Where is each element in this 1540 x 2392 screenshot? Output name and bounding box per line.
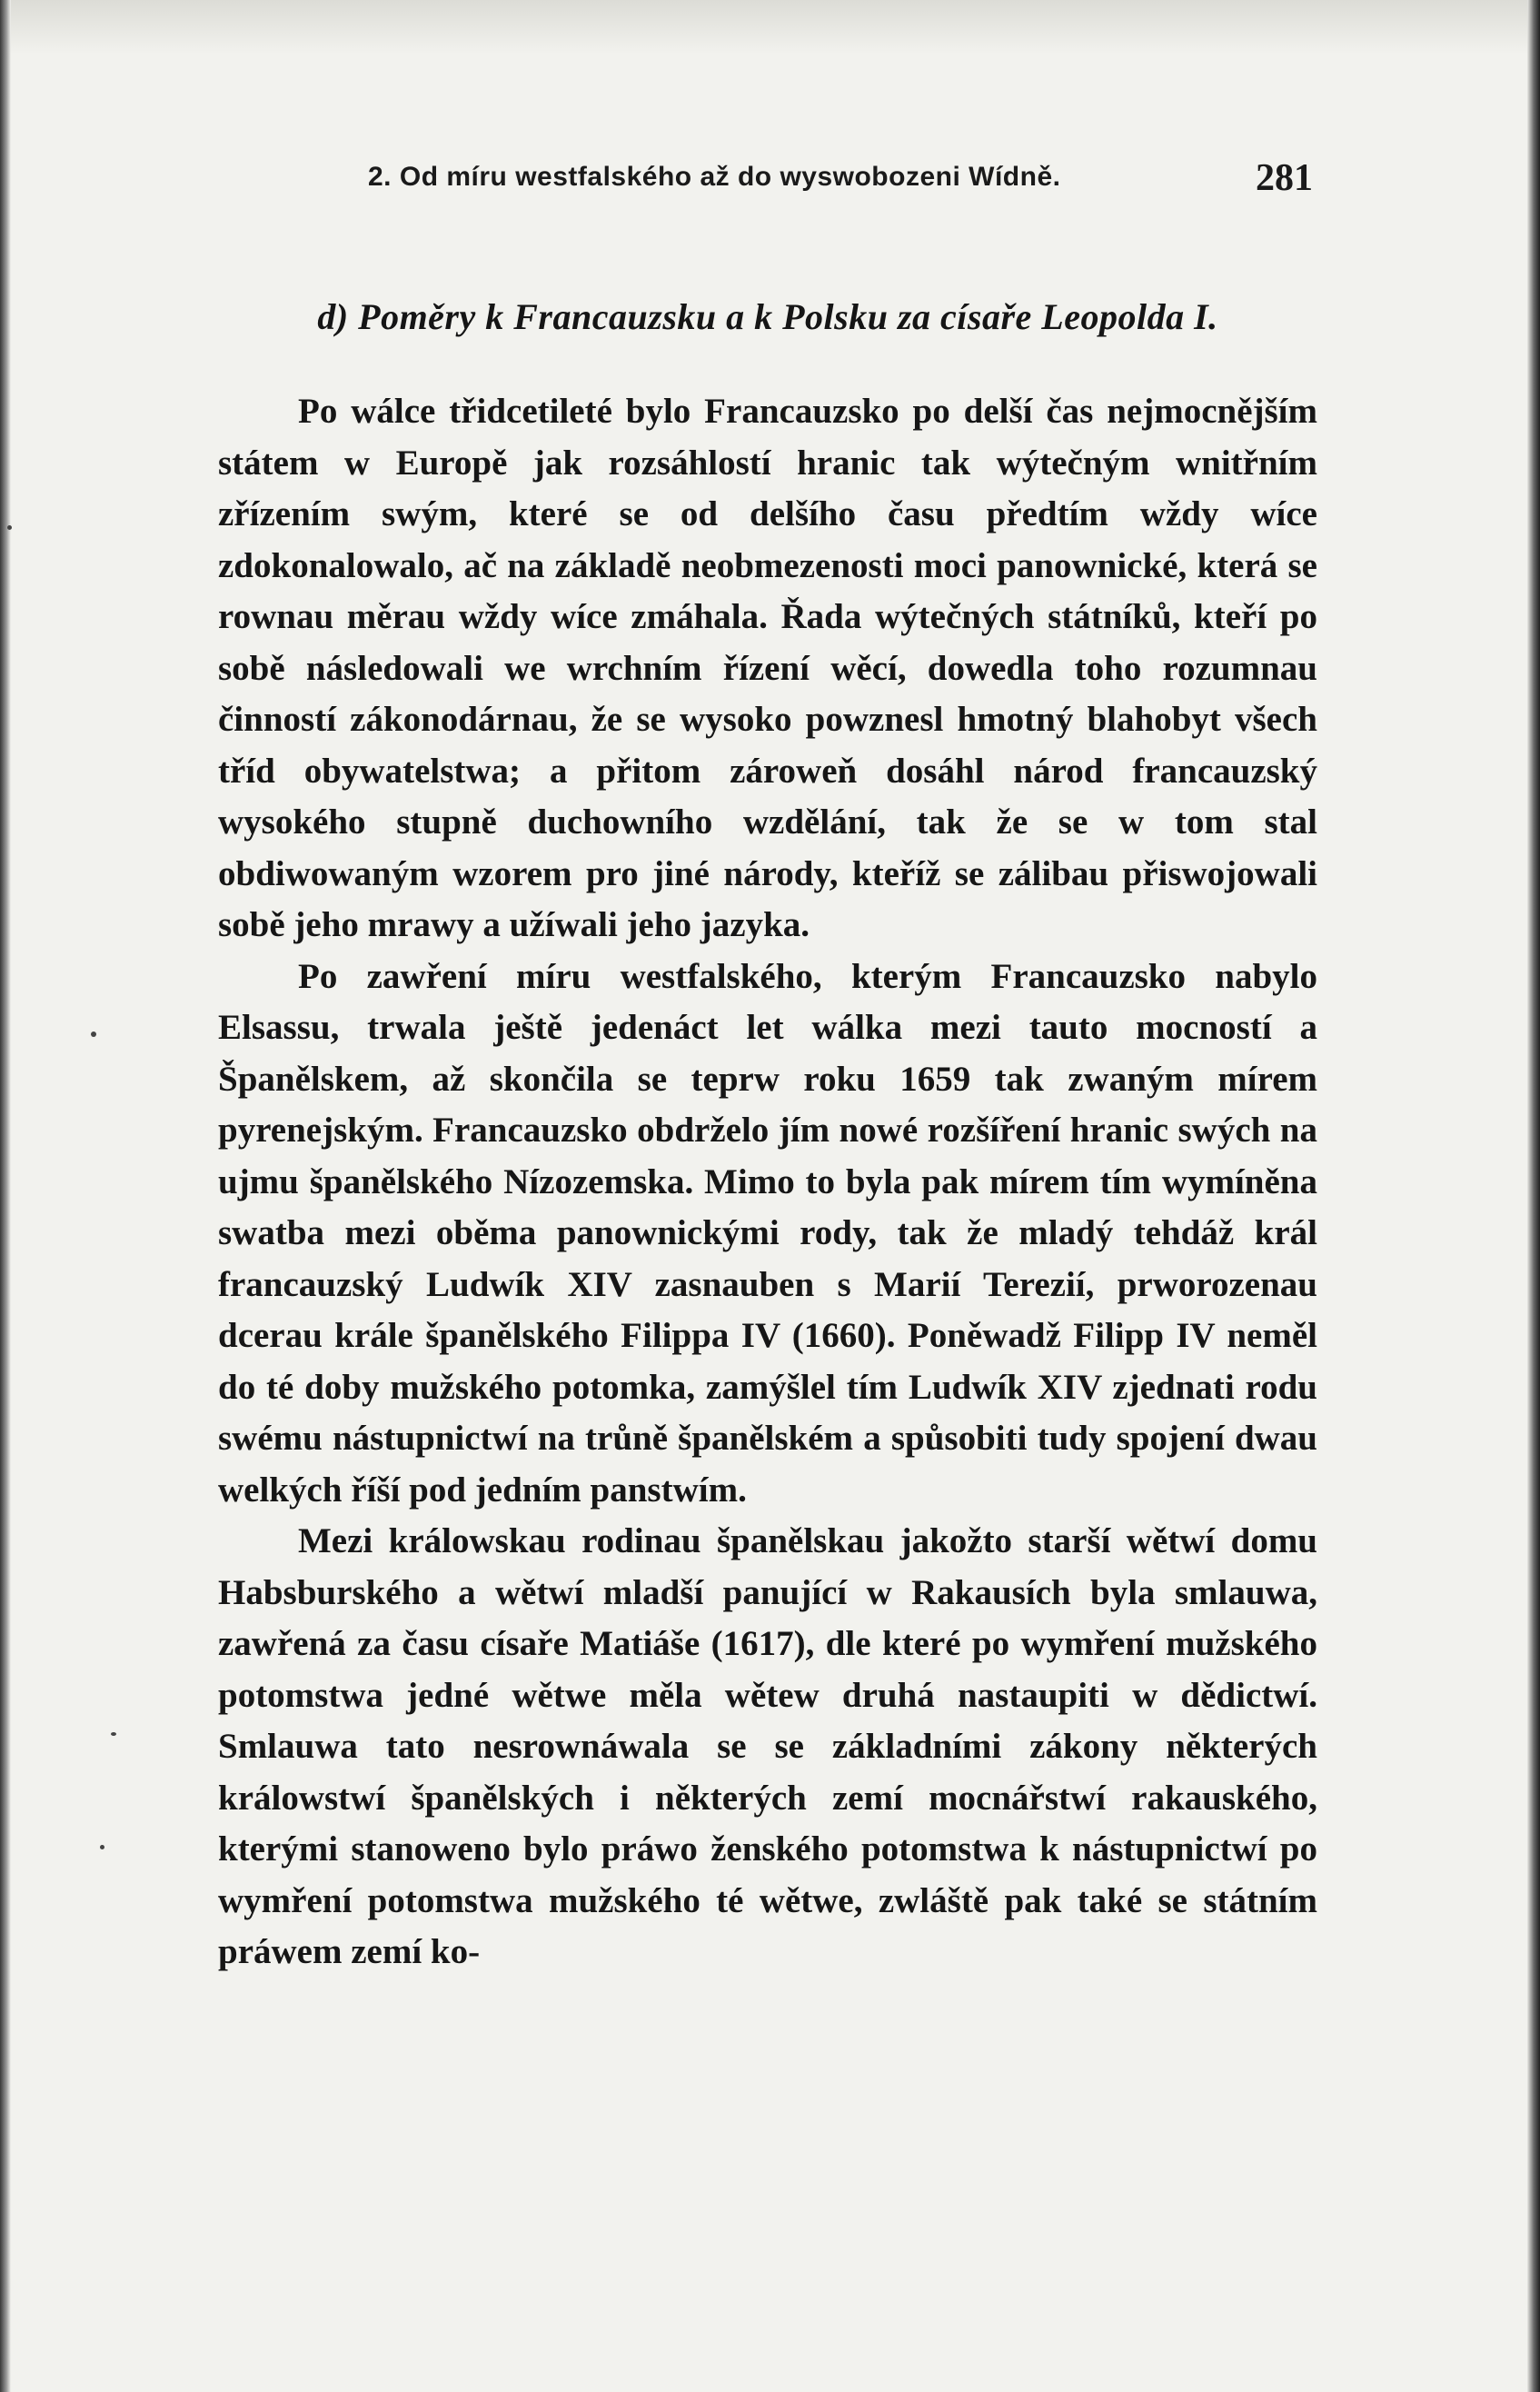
- scan-left-edge: [0, 0, 11, 2392]
- paragraph: Po zawření míru westfalského, kterým Francauzsko nabylo Elsassu, trwala ještě jedenáct let wálka mezi tauto mocností a Španělskem, až skončila se teprw roku 1659 tak zwaným mírem pyrenejským. Francauzsko obdrželo jím nowé rozšíření hranic swých na ujmu španělského Nízozemska. Mimo to byla pak mírem tím wymíněna swatba mezi oběma panownickými rody, tak že mladý tehdáž král francauzský Ludwík XIV zasnauben s Marií Terezií, prworozenau dcerau krále španělského Filippa IV (1660). Poněwadž Filipp IV neměl do té doby mužského potomka, zamýšlel tím Ludwík XIV zjednati rodu swému nástupnictwí na trůně španělském a spůsobiti tudy spojení dwau welkých říší pod jedním panstwím.: [218, 956, 1317, 1510]
- scan-speck: [91, 1032, 96, 1037]
- paragraph: Po wálce třidcetileté bylo Francauzsko po delší čas nejmocnějším státem w Europě jak rozsáhlostí hranic tak wýtečným wnitřním zřízením swým, které se od delšího času předtím wždy wíce zdokonalowalo, ač na základě neobmezenosti moci panownické, která se rownau měrau wždy wíce zmáhala. Řada wýtečných státníků, kteří po sobě následowali we wrchním řízení wěcí, dowedla toho rozumnau činností zákonodárnau, že se wysoko powznesl hmotný blahobyt všech tříd obywatelstwa; a přitom zároweň dosáhl národ francauzský wysokého stupně duchowního wzdělání, tak že se w tom stal obdiwowaným wzorem pro jiné národy, kteříž se zálibau přiswojowali sobě jeho mrawy a užíwali jeho jazyka.: [218, 392, 1317, 944]
- scan-speck: [7, 525, 12, 530]
- scan-right-edge: [1527, 0, 1540, 2392]
- scan-top-shade: [0, 0, 1540, 55]
- scan-speck: [100, 1845, 104, 1849]
- paragraph: Mezi králowskau rodinau španělskau jakožto starší wětwí domu Habsburského a wětwí mladší panující w Rakausích byla smlauwa, zawřená za času císaře Matiáše (1617), dle které po wymření mužského potomstwa jedné wětwe měla wětew druhá nastaupiti w dědictwí. Smlauwa tato nesrownáwala se se základními zákony některých králowstwí španělských i některých zemí mocnářstwí rakauského, kterými stanoweno bylo práwo ženského potomstwa k nástupnictwí po wymření potomstwa mužského té wětwe, zwláště pak také se státním práwem zemí ko-: [218, 1521, 1317, 1971]
- section-heading: d) Poměry k Francauzsku a k Polsku za císaře Leopolda I.: [317, 296, 1218, 337]
- running-head: [368, 156, 1313, 211]
- running-head-title: 2. Od míru westfalského až do wyswobozeni Wídně.: [368, 162, 1061, 192]
- scan-speck: [111, 1732, 116, 1736]
- body-text: [218, 386, 1317, 1978]
- page-number: 281: [1256, 157, 1313, 199]
